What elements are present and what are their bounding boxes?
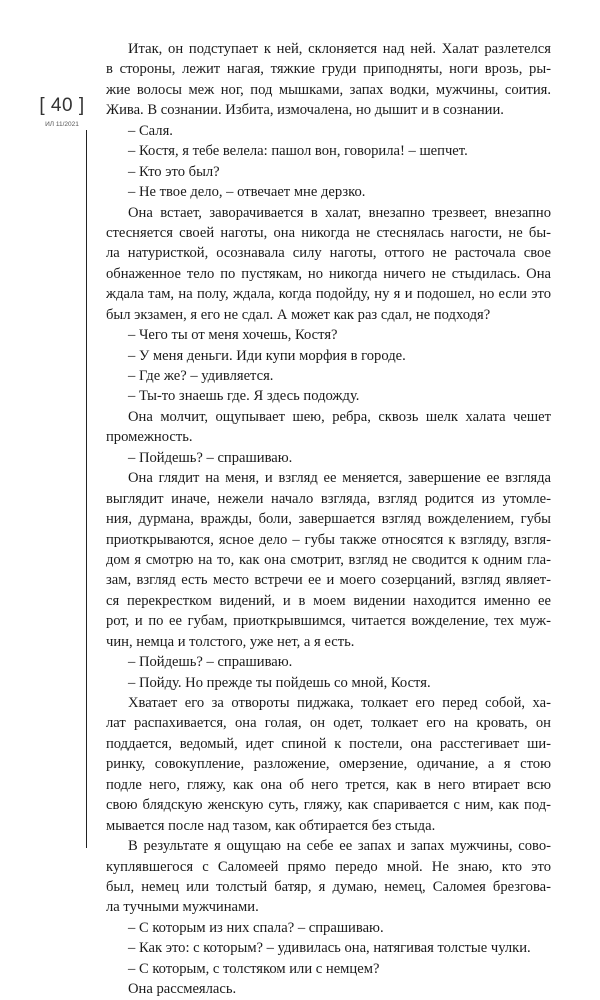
text-line: – Саля. xyxy=(128,122,173,139)
text-line: ринку, совокупление, разложение, омерзение, одичание, а я стою xyxy=(106,756,551,773)
text-line: ждала там, на полу, ждала, когда подойду, ну я и подошел, но если это xyxy=(106,286,551,303)
page-folio xyxy=(28,95,96,129)
text-line: мывается после над тазом, как обтирается без стыда. xyxy=(106,817,436,834)
text-line: чин, немца и толстого, уже нет, а я есть. xyxy=(106,633,355,650)
text-line: лат распахивается, она голая, он одет, толкает его на кровать, он xyxy=(106,715,551,732)
text-line: ла тучными мужчинами. xyxy=(106,899,259,916)
text-line: зам, взгляд есть место встречи ее и моего созерцаний, взгляд являет- xyxy=(106,572,551,589)
text-line: Она глядит на меня, и взгляд ее меняется, завершение ее взгляда xyxy=(128,470,551,487)
text-line: стесняется своей наготы, она никогда не стеснялась нагости, не бы- xyxy=(106,224,551,241)
text-line: – У меня деньги. Иди купи морфия в городе. xyxy=(128,347,406,364)
text-line: В результате я ощущаю на себе ее запах и запах мужчины, сово- xyxy=(128,838,551,855)
text-line: ния, дурмана, вражды, боли, завершается взгляд вожделением, губы xyxy=(106,511,551,528)
text-line: дом я смотрю на то, как она смотрит, взгляд не сводится к одним гла- xyxy=(106,551,551,568)
text-line: – Не твое дело, – отвечает мне дерзко. xyxy=(128,184,366,201)
text-line: – Пойдешь? – спрашиваю. xyxy=(128,449,293,466)
text-line: обнаженное тело по пустякам, но никогда ничего не стыдилась. Она xyxy=(106,265,551,282)
text-line: поддается, ведомый, идет спиной к постели, она расстегивает ши- xyxy=(106,735,551,752)
text-line: Итак, он подступает к ней, склоняется над ней. Халат разлетелся xyxy=(128,41,551,57)
text-line: – Ты-то знаешь где. Я здесь подожду. xyxy=(128,388,360,405)
text-line: – Пойдешь? – спрашиваю. xyxy=(128,654,293,671)
page-number: [ 40 ] xyxy=(39,95,85,116)
text-line: жие волосы меж ног, под мышками, запах водки, мужчины, соития. xyxy=(106,81,551,98)
body-text xyxy=(106,39,551,1000)
text-line: подле него, гляжу, как она об него трется, как в него втирает всю xyxy=(106,776,551,793)
text-line: – Кто это был? xyxy=(128,163,220,180)
text-line: Она молчит, ощупывает шею, ребра, сквозь шелк халата чешет xyxy=(128,408,551,425)
text-line: Она встает, заворачивается в халат, внезапно трезвеет, внезапно xyxy=(128,204,551,221)
text-line: – Костя, я тебе велела: пашол вон, говорила! – шепчет. xyxy=(128,143,468,160)
text-line: в стороны, лежит нагая, тяжкие груди приподняты, ноги врозь, ры- xyxy=(106,61,551,78)
text-line: приоткрываются, ясное дело – губы также относятся к взгляду, взгля- xyxy=(106,531,551,548)
margin-rule xyxy=(86,130,87,848)
text-line: – С которым, с толстяком или с немцем? xyxy=(128,960,380,977)
text-line: Жива. В сознании. Избита, измочалена, но дышит и в сознании. xyxy=(106,102,504,119)
text-line: был, немец или толстый батяр, я думаю, немец, Саломея брезгова- xyxy=(106,878,551,895)
text-line: – Как это: с которым? – удивилась она, натягивая толстые чулки. xyxy=(128,940,531,957)
text-line: – Где же? – удивляется. xyxy=(128,368,274,384)
text-line: ла натуристкой, осознавала силу наготы, оттого не расточала свое xyxy=(106,245,551,262)
text-line: Хватает его за отвороты пиджака, толкает его перед собой, ха- xyxy=(128,695,551,711)
issue-label: ИЛ 11/2021 xyxy=(45,121,79,128)
text-line: – Пойду. Но прежде ты пойдешь со мной, Костя. xyxy=(128,674,431,691)
text-line: – Чего ты от меня хочешь, Костя? xyxy=(128,327,338,344)
text-line: свою блядскую женскую суть, гляжу, как спаривается с ним, как под- xyxy=(106,797,551,814)
text-line: куплявшегося с Саломеей прямо передо мной. Не знаю, кто это xyxy=(106,858,551,875)
text-line: рот, и по ее губам, приоткрывшимся, читается вожделение, тех муж- xyxy=(106,613,551,630)
text-line: Она рассмеялась. xyxy=(128,981,237,998)
text-line: промежность. xyxy=(106,429,193,446)
text-line: выглядит иначе, нежели начало взгляда, взгляд родится из утомле- xyxy=(106,490,551,507)
text-line: ся перекрестком видений, и в моем видении находится именно ее xyxy=(106,592,551,609)
text-line: – С которым из них спала? – спрашиваю. xyxy=(128,919,384,936)
text-line: был экзамен, я его не сдал. А может как раз сдал, не подходя? xyxy=(106,306,491,323)
